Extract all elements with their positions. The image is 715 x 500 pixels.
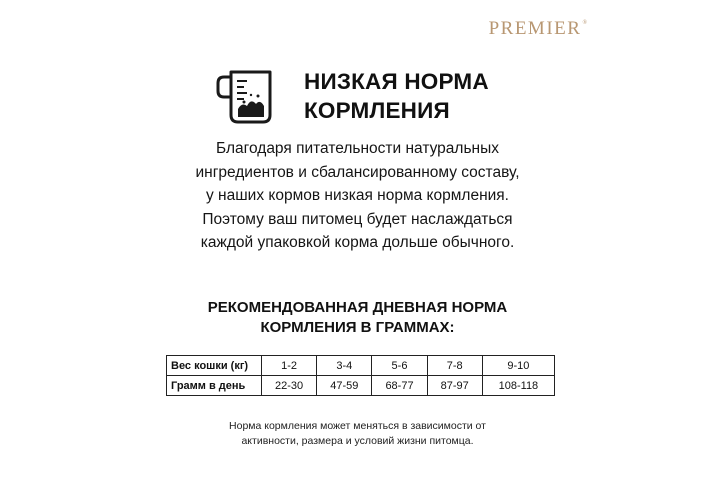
table-cell: 9-10 [482,356,554,376]
brand-logo [489,18,587,40]
feeding-table [166,355,555,396]
table-row-weight [167,356,555,376]
row-header-grams: Грамм в день [167,376,262,396]
table-row-grams [167,376,555,396]
feeding-table-title: РЕКОМЕНДОВАННАЯ ДНЕВНАЯ НОРМА КОРМЛЕНИЯ В ГРАММАХ: [207,299,508,336]
brand-logo-text: PREMIER [488,18,582,39]
table-cell: 47-59 [317,376,372,396]
brand-logo-mark: ® [582,20,587,26]
hero-section [214,66,489,126]
table-cell: 87-97 [427,376,482,396]
footnote-text: Норма кормления может меняться в зависимости от активности, размера и условий жизни питомца. [229,420,486,447]
row-header-weight: Вес кошки (кг) [167,356,262,376]
table-cell: 3-4 [317,356,372,376]
table-cell: 22-30 [262,376,317,396]
table-cell: 108-118 [482,376,554,396]
table-cell: 7-8 [427,356,482,376]
measuring-cup-icon [214,66,284,126]
intro-text: Благодаря питательности натуральных ингредиентов и сбалансированному составу, у наших кормов низкая норма кормления. Поэтому ваш питомец будет наслаждаться каждой упаковкой корма дольше обычного. [195,140,520,251]
table-cell: 68-77 [372,376,427,396]
hero-title: НИЗКАЯ НОРМА КОРМЛЕНИЯ [304,69,489,123]
table-cell: 5-6 [372,356,427,376]
table-cell: 1-2 [262,356,317,376]
